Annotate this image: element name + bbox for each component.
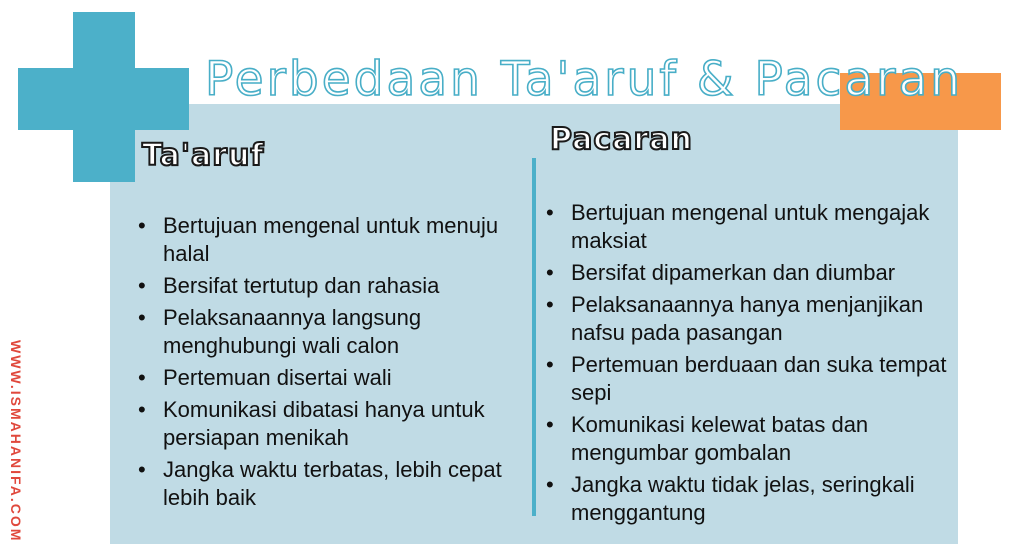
list-item: • Pertemuan berduaan dan suka tempat sepi: [546, 351, 951, 407]
list-item: • Bertujuan mengenal untuk menuju halal: [138, 212, 518, 268]
taaruf-list: [138, 212, 518, 516]
taaruf-heading: Ta'aruf: [142, 138, 265, 173]
pacaran-heading: Pacaran: [550, 122, 693, 157]
list-item: • Pelaksanaannya langsung menghubungi wali calon: [138, 304, 518, 360]
list-item: • Bersifat tertutup dan rahasia: [138, 272, 518, 300]
pacaran-list: [546, 199, 951, 531]
column-divider: [532, 158, 536, 516]
list-item: • Komunikasi kelewat batas dan mengumbar gombalan: [546, 411, 951, 467]
list-item: • Jangka waktu terbatas, lebih cepat lebih baik: [138, 456, 518, 512]
list-item: • Pelaksanaannya hanya menjanjikan nafsu pada pasangan: [546, 291, 951, 347]
list-item: • Bertujuan mengenal untuk mengajak maksiat: [546, 199, 951, 255]
page-title: Perbedaan Ta'aruf & Pacaran: [205, 52, 964, 107]
list-item: • Bersifat dipamerkan dan diumbar: [546, 259, 951, 287]
plus-shape-horizontal: [18, 68, 189, 130]
list-item: • Pertemuan disertai wali: [138, 364, 518, 392]
website-watermark: WWW.ISMAHANIFA.COM: [8, 340, 24, 543]
list-item: • Komunikasi dibatasi hanya untuk persiapan menikah: [138, 396, 518, 452]
list-item: • Jangka waktu tidak jelas, seringkali menggantung: [546, 471, 951, 527]
